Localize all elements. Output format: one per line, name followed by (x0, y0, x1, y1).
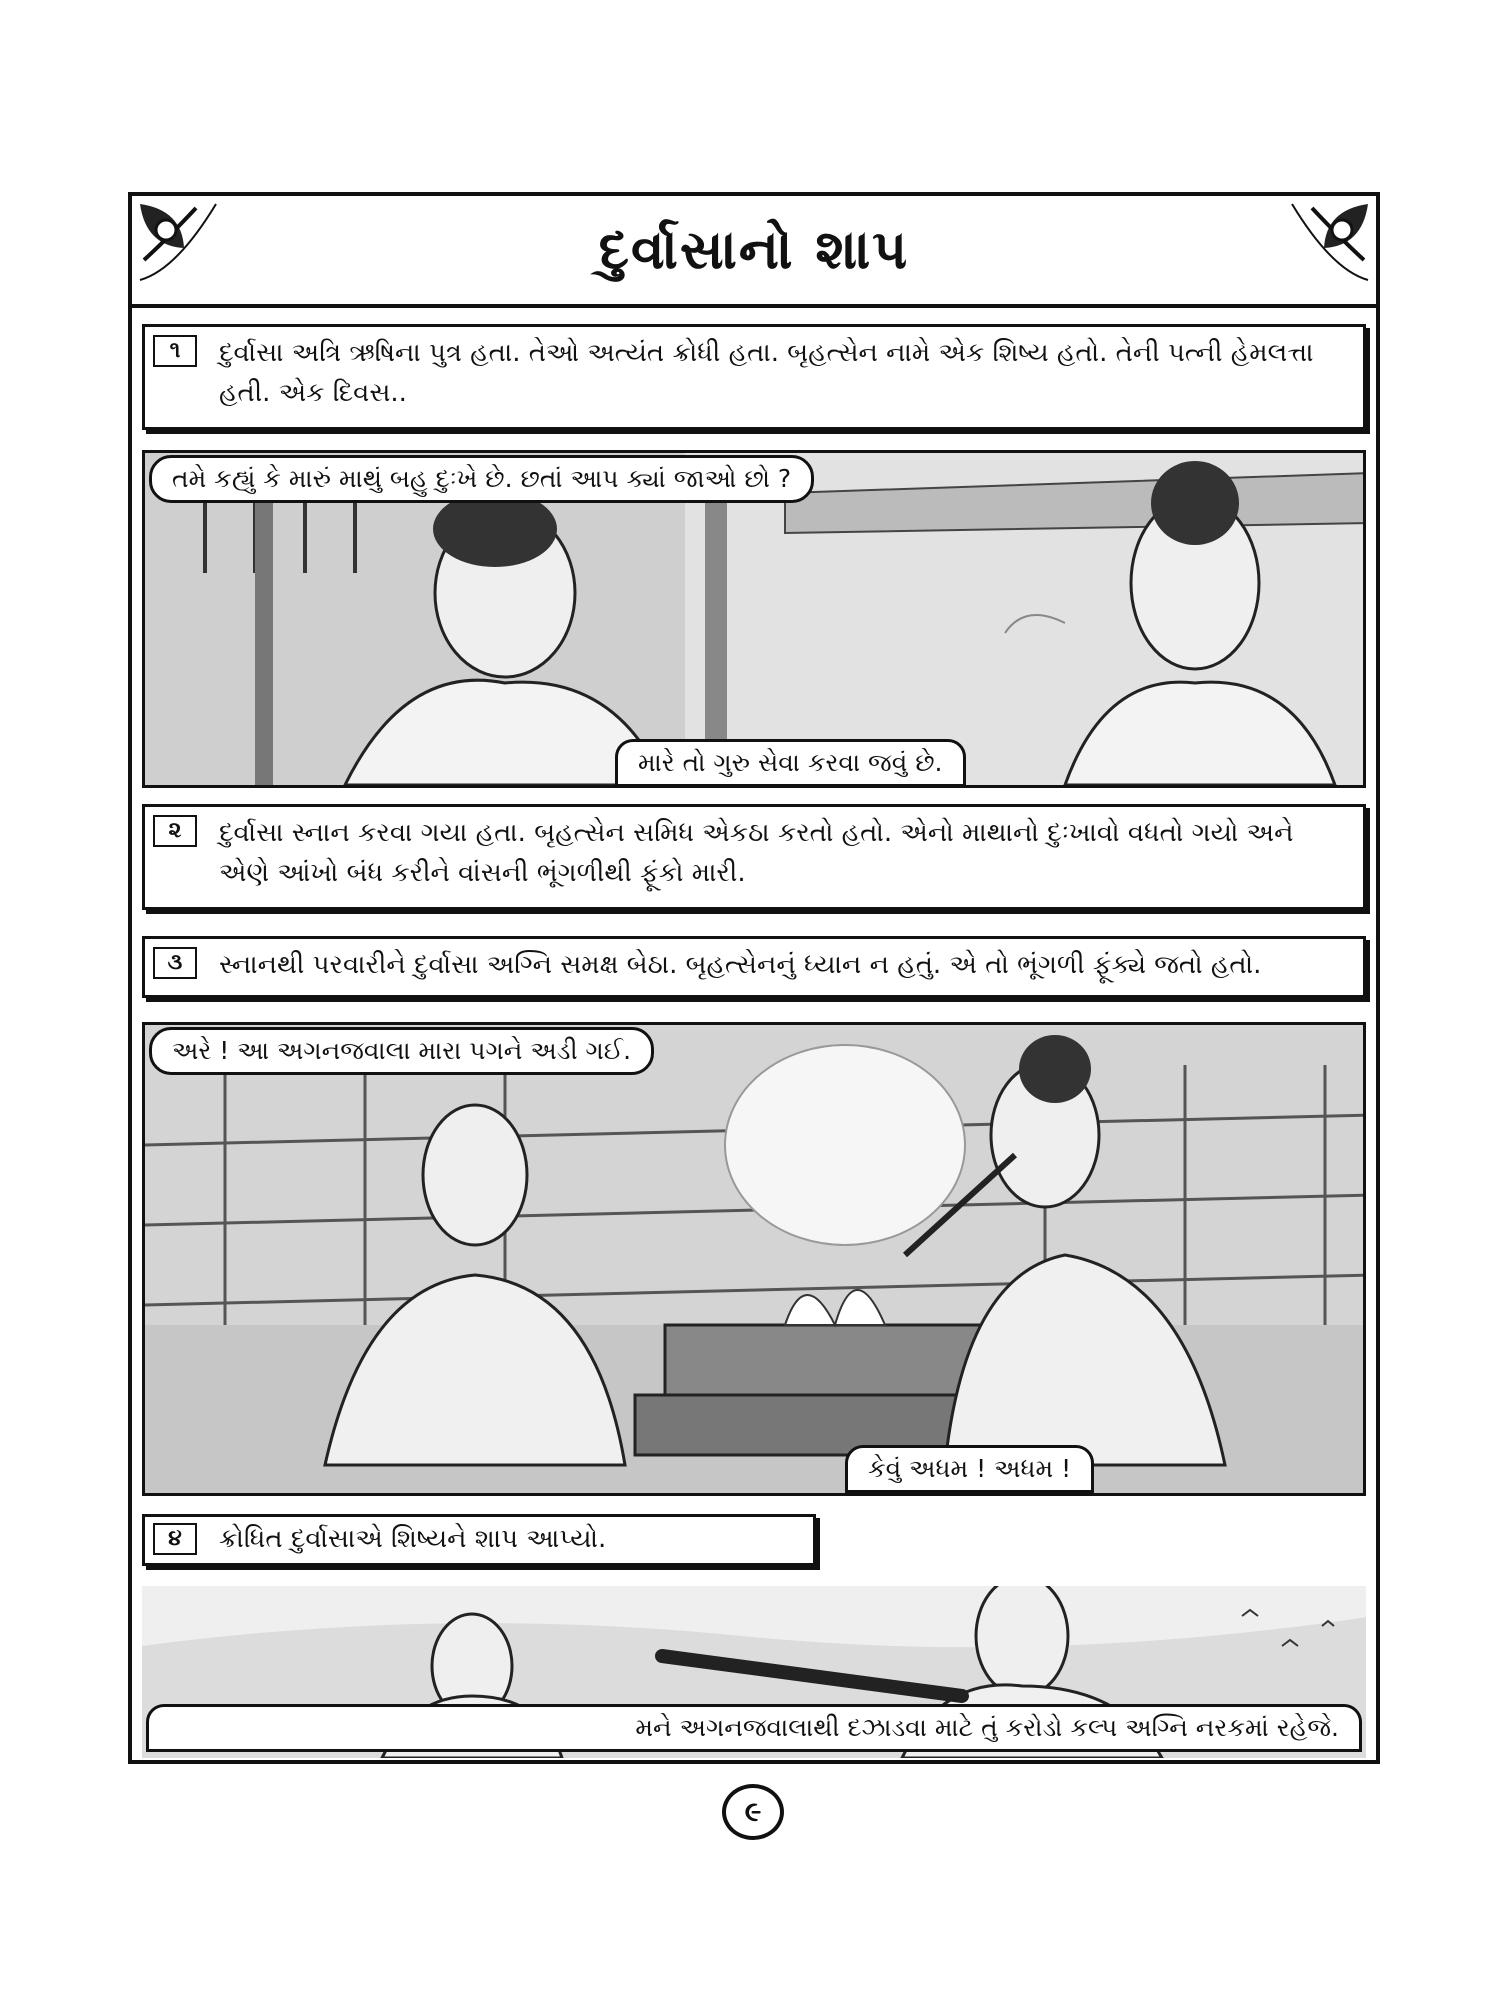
panel-3-illustration (142, 1586, 1366, 1758)
speech-bubble-wife: તમે કહ્યું કે મારું માથું બહુ દુઃખે છે. છતાં આપ ક્યાં જાઓ છો ? (149, 455, 814, 503)
caption-number: ૩ (153, 947, 197, 979)
panel-2-drawing (145, 1025, 1366, 1493)
caption-4 (142, 1514, 816, 1566)
caption-3 (142, 936, 1366, 998)
corner-ornament-right-icon (1280, 200, 1372, 292)
panel-2-illustration (142, 1022, 1366, 1496)
caption-text: સ્નાનથી પરવારીને દુર્વાસા અગ્નિ સમક્ષ બેઠા. બૃહત્સેનનું ધ્યાન ન હતું. એ તો ભૂંગળી ફૂંક્યે જતો હતો. (219, 950, 1262, 980)
speech-bubble-disciple: મારે તો ગુરુ સેવા કરવા જવું છે. (615, 739, 966, 787)
caption-text: દુર્વાસા અત્રિ ઋષિના પુત્ર હતા. તેઓ અત્યંત ક્રોધી હતા. બૃહત્સેન નામે એક શિષ્ય હતો. તેની પત્ની હેમલત્તા હતી. એક દિવસ.. (219, 338, 1314, 408)
caption-number: ૪ (153, 1523, 197, 1555)
panel-1-illustration (142, 450, 1366, 788)
page-number: ૯ (722, 1784, 784, 1840)
speech-bubble-durvasa: અરે ! આ અગનજવાલા મારા પગને અડી ગઈ. (149, 1027, 654, 1075)
caption-text: દુર્વાસા સ્નાન કરવા ગયા હતા. બૃહત્સેન સમિધ એકઠા કરતો હતો. એનો માથાનો દુઃખાવો વધતો ગયો અને એણે આંખો બંધ કરીને વાંસની ભૂંગળીથી ફૂંકો મારી. (219, 818, 1294, 888)
comic-page-frame (128, 192, 1380, 1764)
speech-bubble-curse: મને અગનજવાલાથી દઝાડવા માટે તું કરોડો કલ્પ અગ્નિ નરકમાં રહેજે. (146, 1704, 1362, 1752)
caption-number: ૨ (153, 815, 197, 847)
title-band (132, 196, 1376, 308)
caption-2 (142, 804, 1366, 910)
corner-ornament-left-icon (136, 200, 228, 292)
caption-text: ક્રોધિત દુર્વાસાએ શિષ્યને શાપ આપ્યો. (219, 1524, 607, 1554)
caption-1 (142, 324, 1366, 430)
speech-bubble-exclaim: કેવું અધમ ! અધમ ! (845, 1445, 1094, 1493)
page-title: દુર્વાસાનો શાપ (598, 218, 910, 281)
caption-number: ૧ (153, 335, 197, 367)
